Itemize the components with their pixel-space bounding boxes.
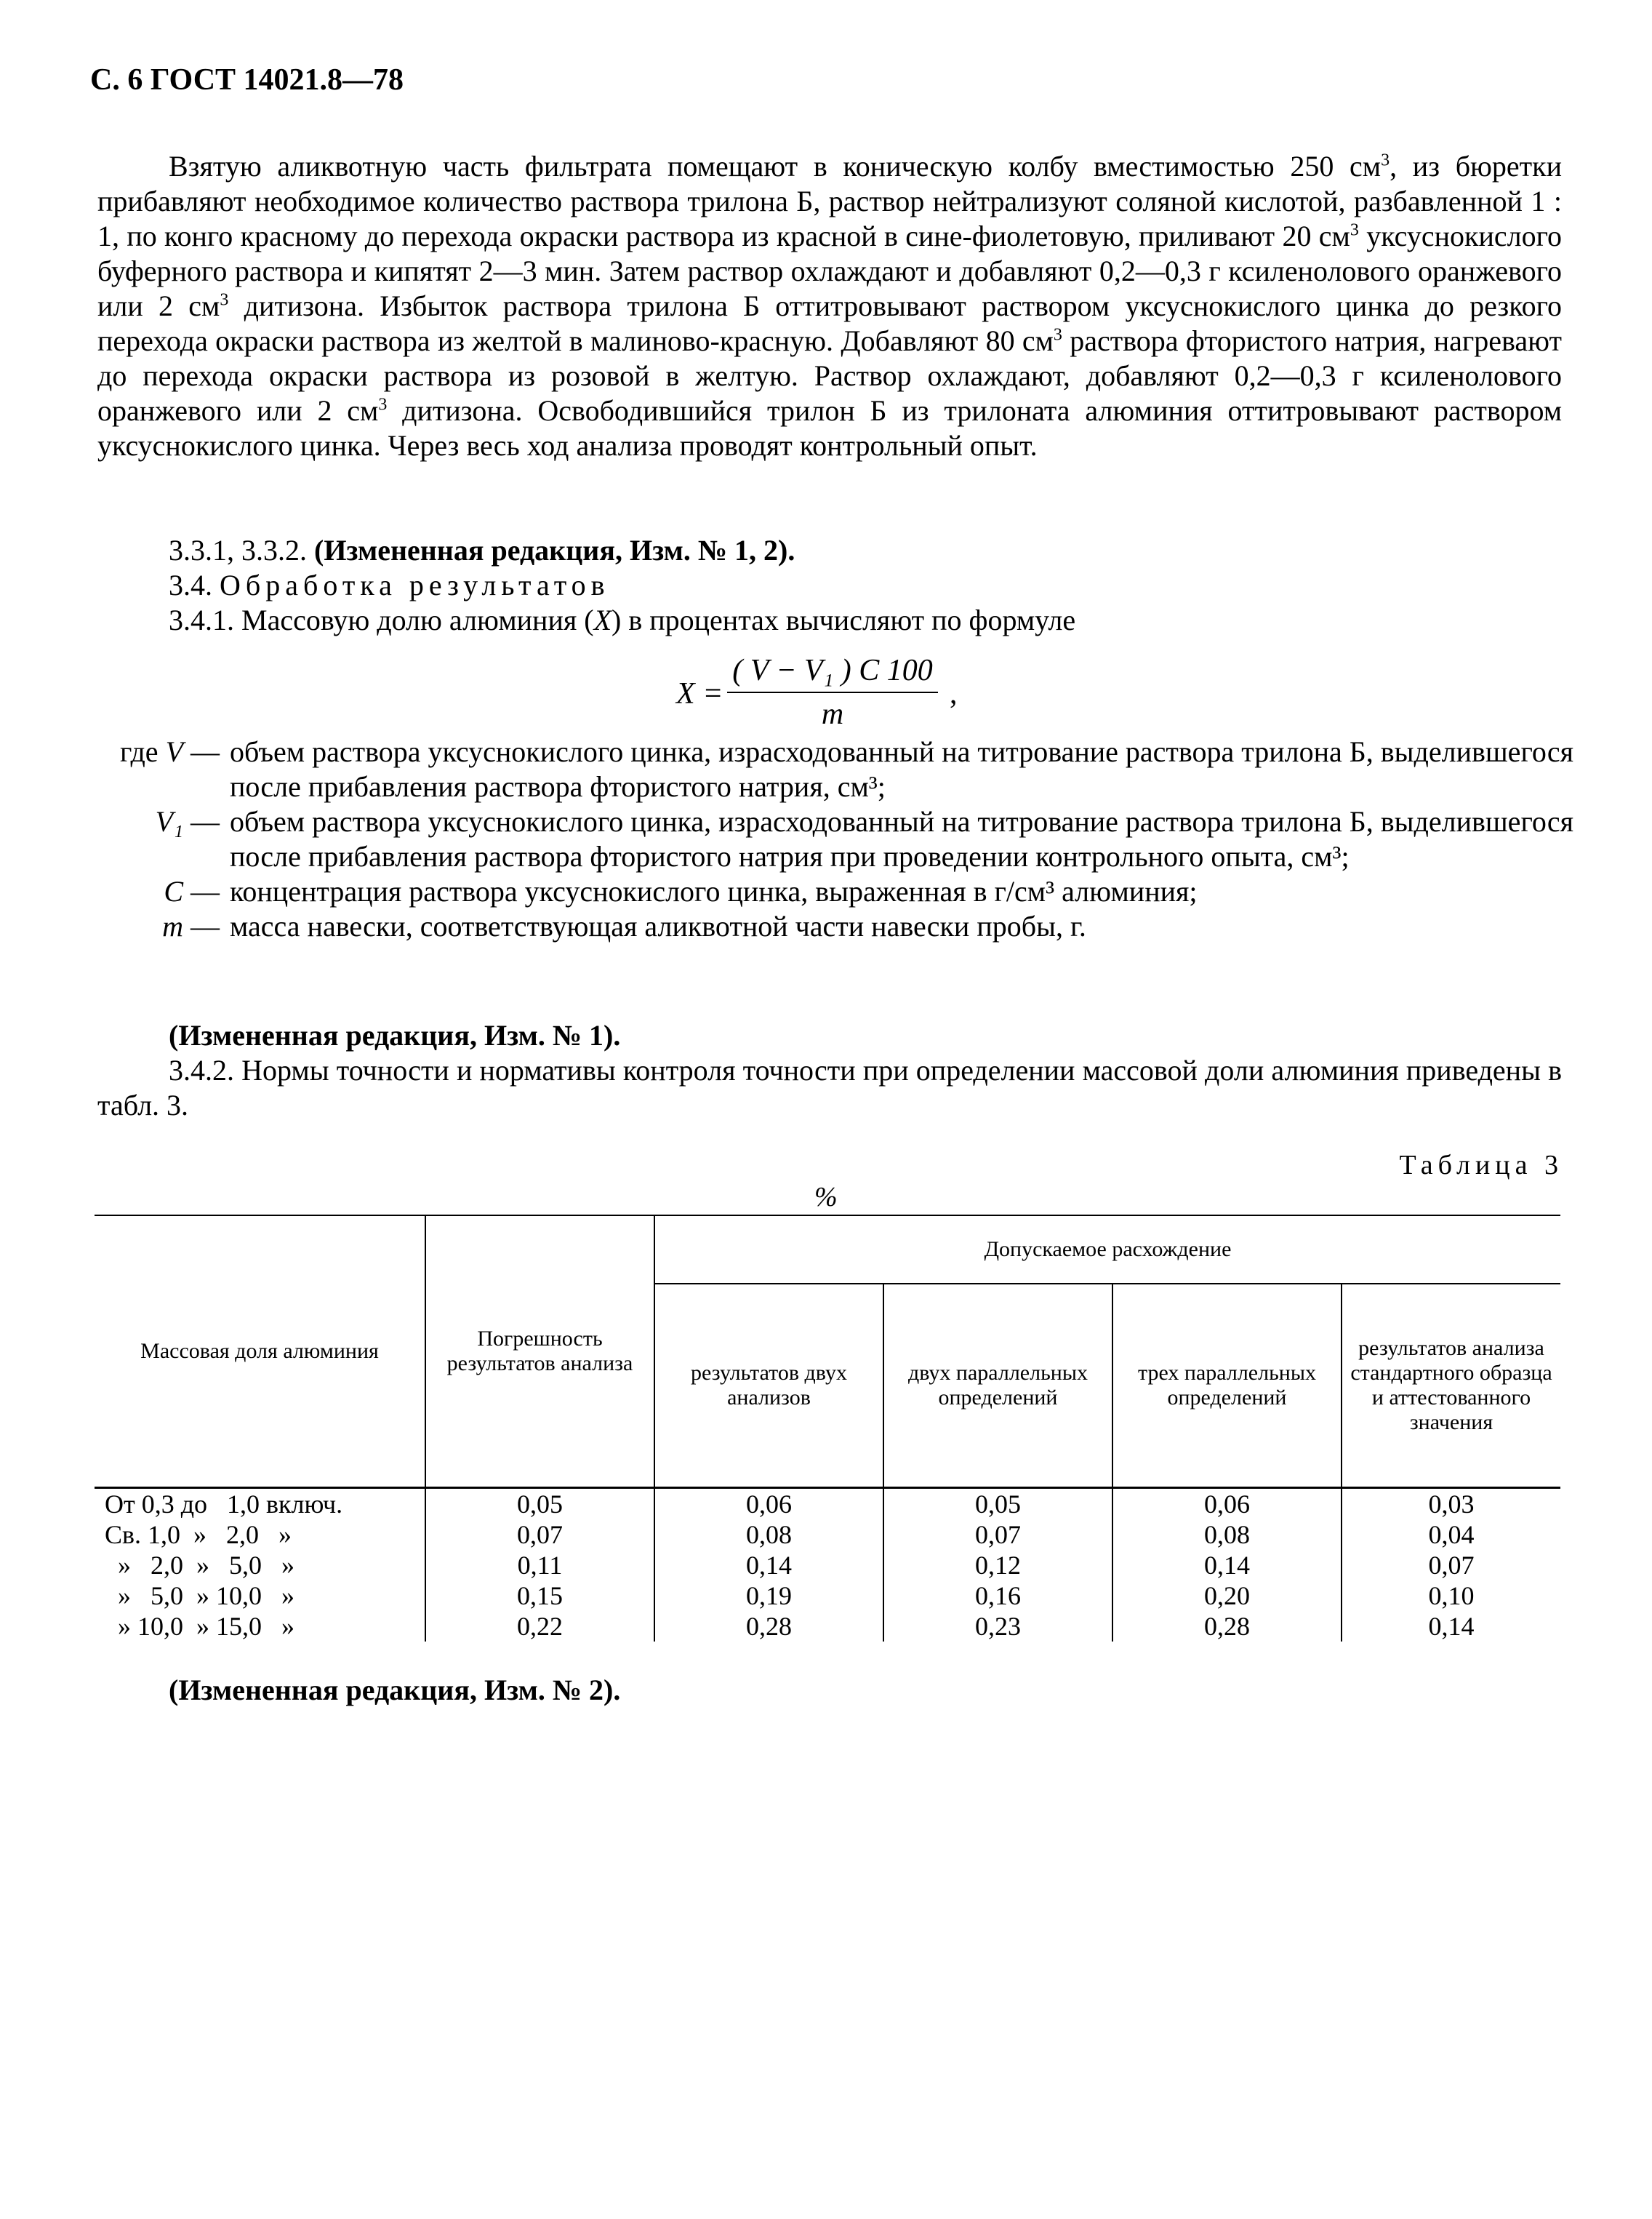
table-row: » 5,0 » 10,0 » 0,15 0,19 0,16 0,20 0,10	[95, 1580, 1560, 1611]
col-two-parallel: двух параллельных определений	[883, 1284, 1112, 1488]
table-row: От 0,3 до 1,0 включ. 0,05 0,06 0,05 0,06 0,03	[95, 1488, 1560, 1520]
table-label: Таблица 3	[1399, 1150, 1563, 1180]
fraction-bar	[727, 692, 938, 693]
col-standard-sample: результатов анализа стандартного образца и аттестованного значения	[1342, 1284, 1560, 1488]
definition-v1: V₁ — объем раствора уксуснокислого цинка, израсходованный на титрование раствора трилона Б, выделившегося после прибавления раствора фтористого натрия при проведении контрольного опыта, см³;	[155, 805, 1573, 873]
col-mass-fraction: Массовая доля алюминия	[95, 1215, 425, 1488]
table-3	[95, 1215, 1560, 1642]
table-unit: %	[814, 1182, 838, 1212]
table-header-row-1	[95, 1215, 1560, 1284]
col-three-parallel: трех параллельных определений	[1112, 1284, 1342, 1488]
formula-lhs: X =	[676, 677, 723, 711]
procedure-text: Взятую аликвотную часть фильтрата помещают в коническую колбу вместимостью 250 $см^3$, из бюретки прибавляют необходимое количество раствора трилона Б, раствор нейтрализуют соляной кислотой, разбавленной 1 : 1, по конго красному до перехода окраски раствора из красной в сине-фиолетовую, приливают 20 $см^3$ уксуснокислого буферного раствора и кипятят 2—3 мин. Затем раствор охлаждают и добавляют 0,2—0,3 г ксиленолового оранжевого или 2 $см^3$ дитизона. Избыток раствора трилона Б оттитровывают раствором уксуснокислого цинка до резкого перехода окраски раствора из желтой в малиново-красную. Добавляют 80 $см^3$ раствора фтористого натрия, нагревают до перехода окраски раствора из розовой в желтую. Раствор охлаждают, добавляют 0,2—0,3 г ксиленолового оранжевого или 2 $см^3$ дитизона. Освободившийся трилон Б из трилоната алюминия оттитровывают раствором уксуснокислого цинка. Через весь ход анализа проводят контрольный опыт.	[97, 150, 1563, 462]
table-row: » 10,0 » 15,0 » 0,22 0,28 0,23 0,28 0,14	[95, 1611, 1560, 1642]
col-allowed-discrepancy: Допускаемое расхождение	[654, 1215, 1560, 1284]
table-row: » 2,0 » 5,0 » 0,11 0,14 0,12 0,14 0,07	[95, 1550, 1560, 1580]
definition-c: C — концентрация раствора уксуснокислого цинка, выраженная в г/см³ алюминия;	[164, 875, 1198, 908]
paragraph-procedure	[97, 149, 1562, 463]
section-341-text: 3.4.1. Массовую долю алюминия (X) в процентах вычисляют по формуле	[169, 604, 1076, 636]
variable-definitions	[76, 735, 1573, 944]
table-row: Св. 1,0 » 2,0 » 0,07 0,08 0,07 0,08 0,04	[95, 1519, 1560, 1550]
amendment-note-2: (Измененная редакция, Изм. № 2).	[169, 1674, 621, 1706]
amendment-note-1: (Измененная редакция, Изм. № 1).	[169, 1019, 621, 1052]
formula-numerator: ( V − V₁ ) C 100	[732, 654, 933, 687]
section-342-text: 3.4.2. Нормы точности и нормативы контроля точности при определении массовой доли алюминия приведены в табл. 3.	[97, 1054, 1562, 1122]
page-header: С. 6 ГОСТ 14021.8—78	[90, 63, 404, 97]
definition-v: где V — объем раствора уксуснокислого цинка, израсходованный на титрование раствора трилона Б, выделившегося после прибавления раствора фтористого натрия, см³;	[120, 735, 1573, 803]
section-heading-34: 3.4. Обработка результатов	[169, 569, 610, 601]
col-two-analyses: результатов двух анализов	[654, 1284, 883, 1488]
col-error: Погрешность результатов анализа	[425, 1215, 654, 1488]
definition-m: m — масса навески, соответствующая аликвотной части навески пробы, г.	[162, 910, 1086, 943]
formula-comma: ,	[950, 677, 958, 711]
amendment-note-331: 3.3.1, 3.3.2. (Измененная редакция, Изм. № 1, 2).	[169, 534, 795, 567]
formula-denominator: m	[821, 697, 844, 731]
